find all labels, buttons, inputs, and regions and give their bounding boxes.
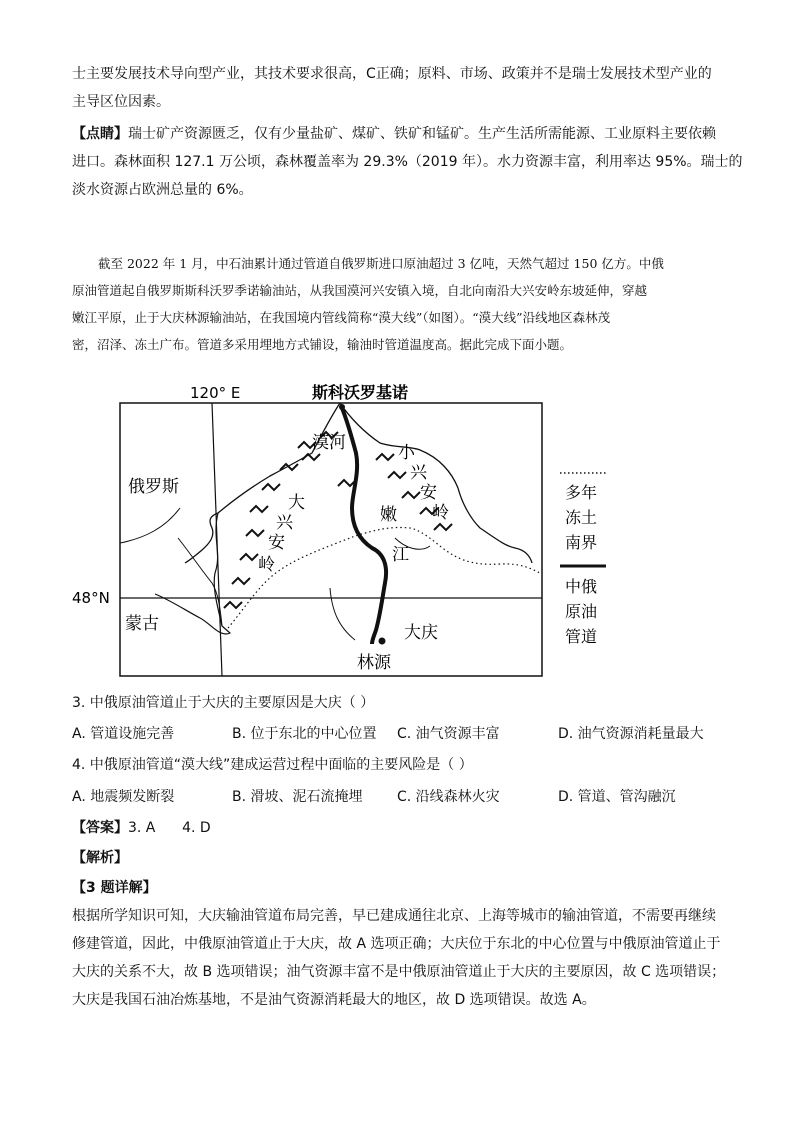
text-line: 淡水资源占欧洲总量的 6%。 [72,182,253,198]
analysis-label: 【解析】 [72,850,128,866]
russia-label: 俄罗斯 [128,477,179,497]
text-line: 截至 2022 年 1 月，中石油累计通过管道自俄罗斯进口原油超过 3 亿吨，天然气超过 150 亿方。中俄 [98,256,664,271]
range-char: 安 [420,483,437,503]
start-city-label: 斯科沃罗基诺 [312,383,409,402]
q4-option-a: A. 地震频发断裂 [72,789,175,805]
text-line: 主导区位因素。 [72,94,170,110]
detail-paragraph [72,902,732,1014]
text-line: 大庆是我国石油冶炼基地，不是油气资源消耗最大的地区，故 D 选项错误。故选 A。 [72,992,596,1008]
question-4-stem: 4. 中俄原油管道“漠大线”建成运营过程中面临的主要风险是（ ） [72,757,473,773]
q3-option-b: B. 位于东北的中心位置 [232,726,377,742]
river-char: 嫩 [380,505,397,525]
daqing-dot [379,638,386,645]
start-point [339,404,345,410]
pipeline-map [0,378,794,678]
q3-option-c: C. 油气资源丰富 [397,726,500,742]
lat-label: 48°N [72,589,110,607]
text-line: 瑞士矿产资源匮乏，仅有少量盐矿、煤矿、铁矿和锰矿。生产生活所需能源、工业原料主要依赖 [128,126,716,142]
legend-text: 中俄 [565,577,598,596]
q3-detail-label: 【3 题详解】 [72,880,157,896]
q4-option-b: B. 滑坡、泥石流掩埋 [232,789,363,805]
question-3-stem: 3. 中俄原油管道止于大庆的主要原因是大庆（ ） [72,695,375,711]
legend-text: 多年 [565,483,598,502]
legend-text: 冻土 [565,508,598,527]
range-char: 兴 [276,513,293,533]
q4-option-c: C. 沿线森林火灾 [397,789,500,805]
q4-option-d: D. 管道、管沟融沉 [558,789,676,805]
answer-label: 【答案】 [72,820,128,836]
text-line: 嫩江平原，止于大庆林源输油站，在我国境内管线简称“漠大线”（如图）。“漠大线”沿线地区森林茂 [72,310,611,325]
dianjing-section [72,120,743,204]
q3-option-a: A. 管道设施完善 [72,726,175,742]
text-line: 进口。森林面积 127.1 万公顷，森林覆盖率为 29.3%（2019 年）。水力资源丰富，利用率达 95%。瑞士的 [72,154,743,170]
answer-line [72,817,211,837]
mohe-label: 漠河 [312,433,346,453]
range-char: 安 [268,533,285,553]
intro-passage [72,250,732,358]
legend-text: 管道 [565,627,598,646]
text-line: 大庆的关系不大，故 B 选项错误；油气资源丰富不是中俄原油管道止于大庆的主要原因，故 C 选项错误； [72,964,726,980]
text-line: 士主要发展技术导向型产业，其技术要求很高，C正确；原料、市场、政策并不是瑞士发展技术型产业的 [72,66,712,82]
river-char: 江 [392,545,409,565]
dianjing-label: 【点睛】 [72,126,128,142]
legend-text: 南界 [565,533,598,552]
text-line: 密，沼泽、冻土广布。管道多采用埋地方式铺设，输油时管道温度高。据此完成下面小题。 [72,337,573,352]
border-line [185,403,340,563]
range-char: 大 [288,493,305,513]
range-char: 兴 [410,463,427,483]
border-line [120,508,180,543]
daqing-label: 大庆 [404,623,438,643]
mongolia-label: 蒙古 [125,614,159,634]
q3-option-d: D. 油气资源消耗量最大 [558,726,704,742]
linyuan-label: 林源 [357,653,391,673]
range-char: 岭 [432,503,449,523]
range-char: 岭 [258,555,275,575]
text-line: 根据所学知识可知，大庆输油管道布局完善，早已建成通往北京、上海等城市的输油管道，不需要再继续 [72,908,716,924]
text-line: 原油管道起自俄罗斯斯科沃罗季诺输油站，从我国漠河兴安镇入境，自北向南沿大兴安岭东坡延伸，穿越 [72,283,648,298]
top-paragraph [72,60,732,116]
range-char: 小 [398,443,415,463]
text-line: 修建管道，因此，中俄原油管道止于大庆，故 A 选项正确；大庆位于东北的中心位置与中俄原油管道止于 [72,936,721,952]
legend-text: 原油 [565,602,598,621]
river [330,588,355,640]
answer-text: 3. A 4. D [128,820,211,836]
lon-label: 120° E [190,384,241,402]
